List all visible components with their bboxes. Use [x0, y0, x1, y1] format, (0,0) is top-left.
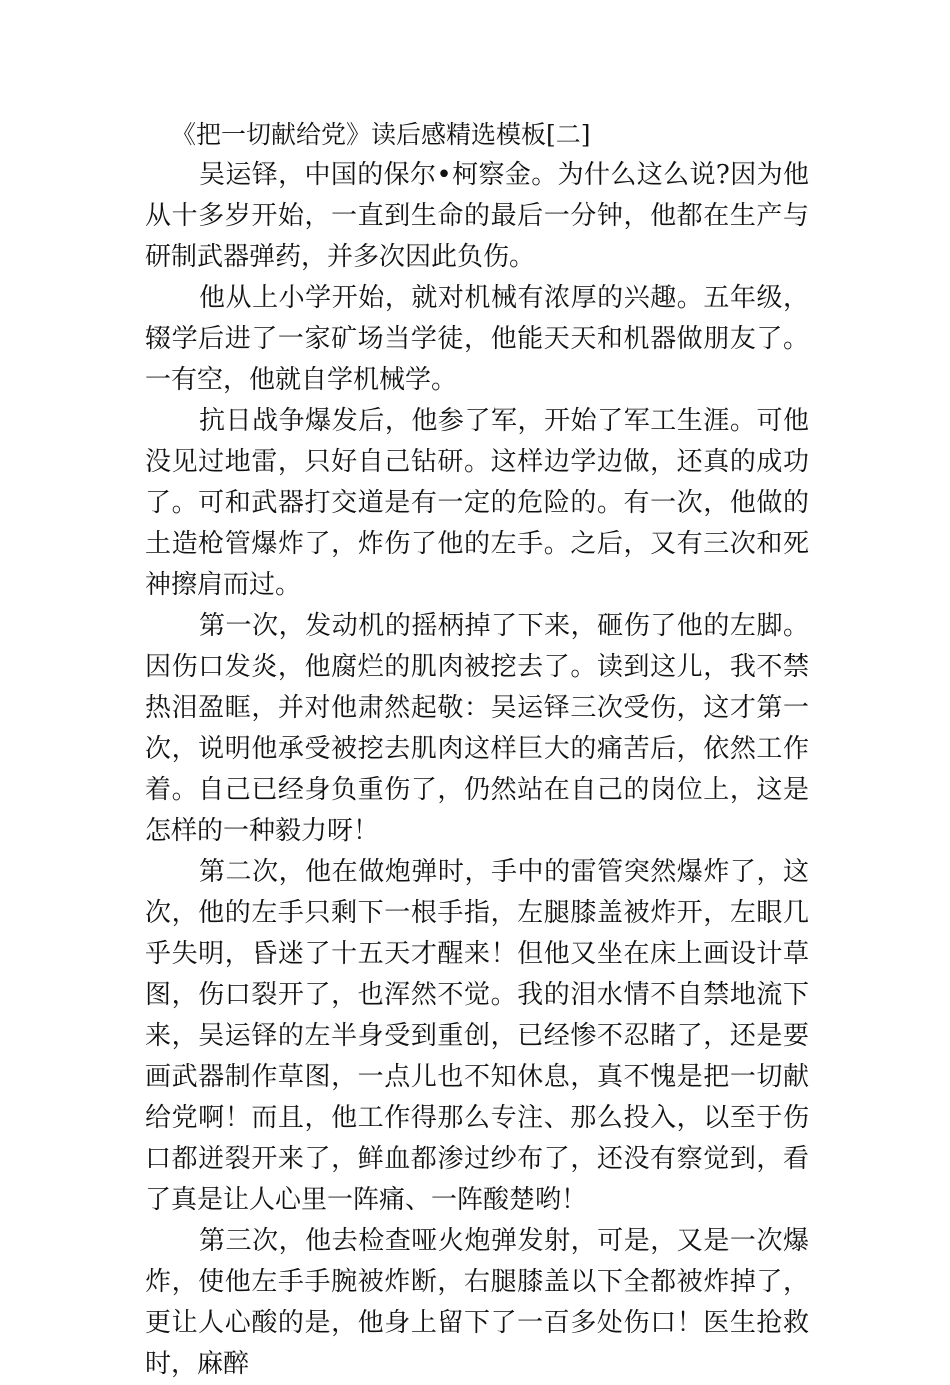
- paragraph-first-injury: 第一次，发动机的摇柄掉了下来，砸伤了他的左脚。因伤口发炎，他腐烂的肌肉被挖去了。读到这儿，我不禁热泪盈眶，并对他肃然起敬：吴运铎三次受伤，这才第一次，说明他承受被挖去肌肉这样巨大的痛苦后，依然工作着。自己已经身负重伤了，仍然站在自己的岗位上，这是怎样的一种毅力呀！: [145, 611, 809, 846]
- paragraph-second-injury: 第二次，他在做炮弹时，手中的雷管突然爆炸了，这次，他的左手只剩下一根手指，左腿膝盖被炸开，左眼几乎失明，昏迷了十五天才醒来！但他又坐在床上画设计草图，伤口裂开了，也浑然不觉。我的泪水情不自禁地流下来，吴运铎的左半身受到重创，已经惨不忍睹了，还是要画武器制作草图，一点儿也不知休息，真不愧是把一切献给党啊！而且，他工作得那么专注、那么投入，以至于伤口都迸裂开来了，鲜血都渗过纱布了，还没有察觉到，看了真是让人心里一阵痛、一阵酸楚哟！: [145, 857, 809, 1215]
- paragraph-third-injury: 第三次，他去检查哑火炮弹发射，可是，又是一次爆炸，使他左手手腕被炸断，右腿膝盖以下全都被炸掉了，更让人心酸的是，他身上留下了一百多处伤口！医生抢救时，麻醉: [145, 1226, 809, 1379]
- paragraph-intro: 吴运铎，中国的保尔•柯察金。为什么这么说?因为他从十多岁开始，一直到生命的最后一分钟，他都在生产与研制武器弹药，并多次因此负伤。: [145, 160, 809, 272]
- document-body: [145, 114, 809, 1385]
- document-title: 《把一切献给党》读后感精选模板[二]: [171, 120, 591, 149]
- paragraph-war: 抗日战争爆发后，他参了军，开始了军工生涯。可他没见过地雷，只好自己钻研。这样边学边做，还真的成功了。可和武器打交道是有一定的危险的。有一次，他做的土造枪管爆炸了，炸伤了他的左手。之后，又有三次和死神擦肩而过。: [145, 406, 809, 600]
- paragraph-childhood: 他从上小学开始，就对机械有浓厚的兴趣。五年级，辍学后进了一家矿场当学徒，他能天天和机器做朋友了。一有空，他就自学机械学。: [145, 283, 809, 395]
